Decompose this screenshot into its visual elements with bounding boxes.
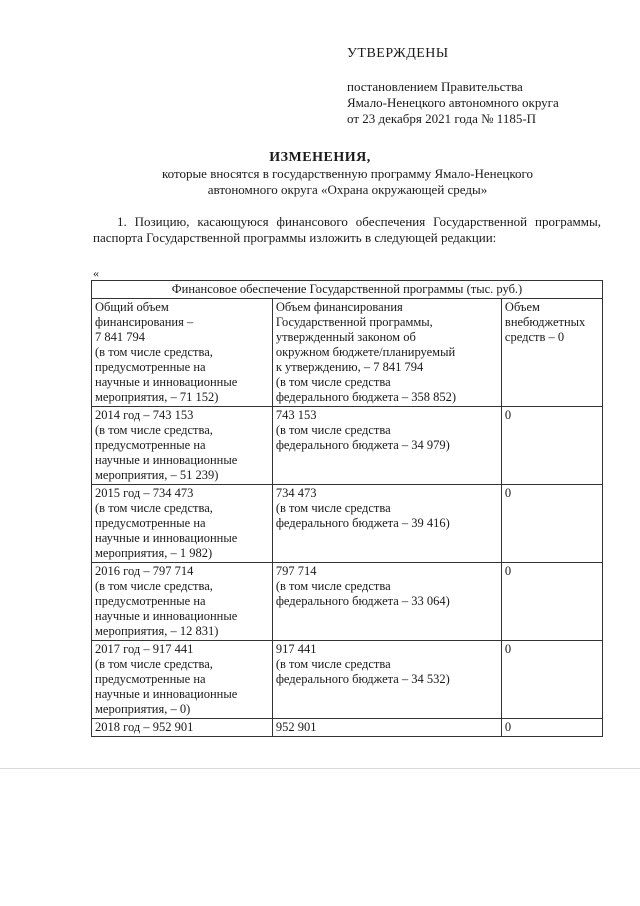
cell-line: федерального бюджета – 34 532) <box>275 672 450 686</box>
cell-line: научные и инновационные <box>95 687 238 701</box>
paragraph-text: 1. Позицию, касающуюся финансового обеспечения Государственной программы, паспорта Государственной программы изложить в следующей редакции: <box>93 214 601 245</box>
cell-line: мероприятия, – 71 152) <box>95 390 219 404</box>
cell-line: внебюджетных <box>504 315 586 329</box>
table-cell-col2 <box>272 407 501 485</box>
table-cell-col2 <box>272 299 501 407</box>
cell-line: 797 714 <box>275 564 317 578</box>
opening-quote: « <box>93 266 99 280</box>
cell-line: 0 <box>504 408 512 422</box>
cell-line: 743 153 <box>275 408 317 422</box>
table-cell-col1 <box>92 407 273 485</box>
approved-heading: УТВЕРЖДЕНЫ <box>347 46 449 61</box>
table-cell-col3 <box>501 485 602 563</box>
cell-line: к утверждению, – 7 841 794 <box>275 360 424 374</box>
table-caption-row <box>92 281 603 299</box>
cell-line: Государственной программы, <box>275 315 433 329</box>
cell-line: 734 473 <box>275 486 317 500</box>
cell-line: федерального бюджета – 358 852) <box>275 390 457 404</box>
cell-line: 2015 год – 734 473 <box>95 486 194 500</box>
table-row <box>92 299 603 407</box>
subtitle-line: которые вносятся в государственную программу Ямало-Ненецкого <box>161 166 534 181</box>
cell-line: мероприятия, – 12 831) <box>95 624 219 638</box>
table-cell-col1 <box>92 641 273 719</box>
cell-line: научные и инновационные <box>95 453 238 467</box>
table-cell-col1 <box>92 563 273 641</box>
table-cell-col3 <box>501 299 602 407</box>
cell-line: 7 841 794 <box>95 330 145 344</box>
cell-line: (в том числе средства <box>275 579 391 593</box>
table-row <box>92 563 603 641</box>
table-cell-col3 <box>501 407 602 485</box>
cell-line: (в том числе средства <box>275 423 391 437</box>
cell-line: (в том числе средства <box>275 657 391 671</box>
cell-line: 2017 год – 917 441 <box>95 642 194 656</box>
cell-line: Объем финансирования <box>275 300 403 314</box>
scan-background <box>0 768 640 906</box>
cell-line: Объем <box>504 300 540 314</box>
cell-line: научные и инновационные <box>95 609 238 623</box>
cell-line: 2016 год – 797 714 <box>95 564 194 578</box>
table-cell-col1 <box>92 299 273 407</box>
cell-line: 0 <box>504 720 512 734</box>
cell-line: 0 <box>504 486 512 500</box>
decree-line: от 23 декабря 2021 года № 1185-П <box>347 111 537 126</box>
cell-line: федерального бюджета – 34 979) <box>275 438 450 452</box>
table-row <box>92 641 603 719</box>
cell-line: научные и инновационные <box>95 531 238 545</box>
table-cell-col1 <box>92 719 273 737</box>
cell-line: (в том числе средства, <box>95 501 213 515</box>
cell-line: (в том числе средства <box>275 501 391 515</box>
cell-line: окружном бюджете/планируемый <box>275 345 456 359</box>
table-caption: Финансовое обеспечение Государственной программы (тыс. руб.) <box>92 281 603 299</box>
cell-line: финансирования – <box>95 315 194 329</box>
cell-line: научные и инновационные <box>95 375 238 389</box>
table-cell-col2 <box>272 485 501 563</box>
table-cell-col1 <box>92 485 273 563</box>
changes-title: ИЗМЕНЕНИЯ, <box>269 150 371 165</box>
table-cell-col3 <box>501 641 602 719</box>
cell-line: средств – 0 <box>504 330 565 344</box>
table-row <box>92 719 603 737</box>
cell-line: (в том числе средства, <box>95 579 213 593</box>
changes-subtitle <box>100 166 595 198</box>
table-cell-col3 <box>501 719 602 737</box>
cell-line: федерального бюджета – 33 064) <box>275 594 450 608</box>
cell-line: утвержденный законом об <box>275 330 416 344</box>
cell-line: (в том числе средства, <box>95 345 213 359</box>
cell-line: 952 901 <box>275 720 317 734</box>
table-cell-col2 <box>272 641 501 719</box>
table-cell-col2 <box>272 719 501 737</box>
cell-line: федерального бюджета – 39 416) <box>275 516 450 530</box>
cell-line: (в том числе средства, <box>95 657 213 671</box>
cell-line: предусмотренные на <box>95 360 206 374</box>
cell-line: Общий объем <box>95 300 169 314</box>
decree-line: постановлением Правительства <box>347 79 523 94</box>
cell-line: мероприятия, – 1 982) <box>95 546 213 560</box>
decree-reference <box>347 79 559 127</box>
cell-line: (в том числе средства, <box>95 423 213 437</box>
cell-line: 0 <box>504 642 512 656</box>
financing-table <box>91 280 603 737</box>
cell-line: (в том числе средства <box>275 375 391 389</box>
table-cell-col3 <box>501 563 602 641</box>
cell-line: предусмотренные на <box>95 438 206 452</box>
subtitle-line: автономного округа «Охрана окружающей среды» <box>207 182 488 197</box>
table-row <box>92 407 603 485</box>
cell-line: 2018 год – 952 901 <box>95 720 194 734</box>
cell-line: 2014 год – 743 153 <box>95 408 194 422</box>
cell-line: предусмотренные на <box>95 672 206 686</box>
table-cell-col2 <box>272 563 501 641</box>
cell-line: предусмотренные на <box>95 516 206 530</box>
table-row <box>92 485 603 563</box>
amendment-paragraph <box>93 214 601 246</box>
decree-line: Ямало-Ненецкого автономного округа <box>347 95 559 110</box>
cell-line: 0 <box>504 564 512 578</box>
cell-line: мероприятия, – 51 239) <box>95 468 219 482</box>
cell-line: предусмотренные на <box>95 594 206 608</box>
cell-line: 917 441 <box>275 642 317 656</box>
cell-line: мероприятия, – 0) <box>95 702 191 716</box>
